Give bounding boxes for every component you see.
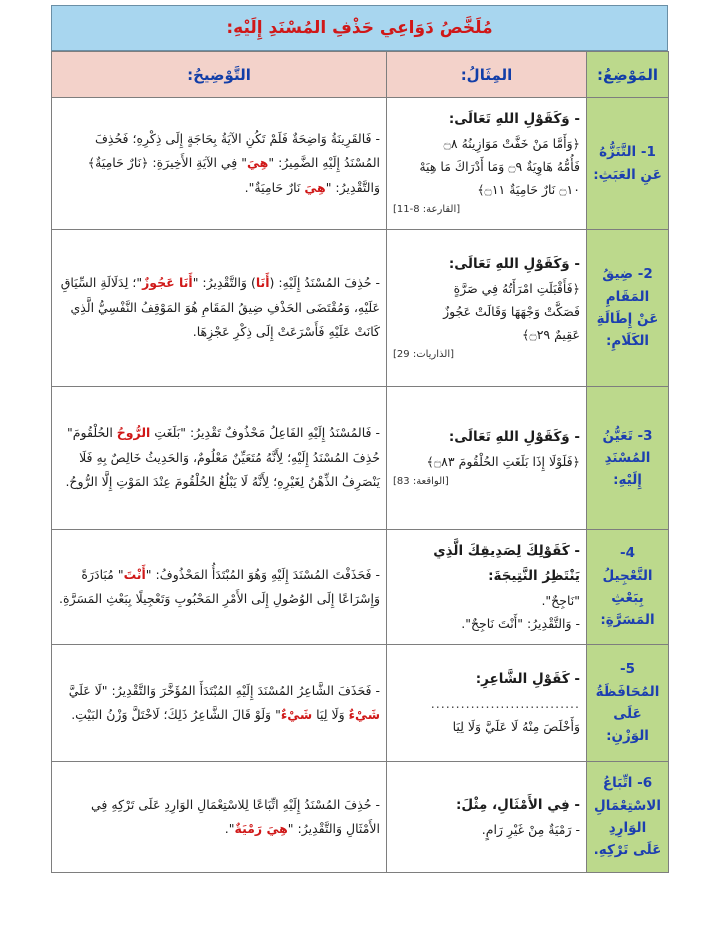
table-row <box>52 387 669 530</box>
explanation-text: وَلَا لِيَا <box>312 707 349 722</box>
verse-reference: [الذاريات: 29] <box>393 348 455 360</box>
highlight-text: شَيْءٌ <box>348 707 380 722</box>
highlight-text: أَنْتَ <box>123 566 146 582</box>
example-line: فَأُمُّهُ هَاوِيَةٌ ۝٩ وَمَا أَدْرَاكَ مَا هِيَهْ <box>419 159 580 175</box>
highlight-text: أَنَا <box>255 275 270 291</box>
explanation-text: الحُلْقُومَ" حُذِفَ المُسْنَدُ إِلَيْهِ؛ لِأَنَّهُ مُتَعَيِّنٌ مَعْلُومٌ، وَالحَدِيثُ خَالِصٌ بِهِ فَلَا يَنْصَرِفُ الذِّهْنُ لِغَيْرِهِ؛ لِأَنَّهُ لَا يَبْلُغُ الحُلْقُومَ عِنْدَ المَوْتِ إِلَّا الرُّوحُ. <box>65 425 380 490</box>
example-cell <box>387 98 587 230</box>
topic-cell: 5- المُحَافَظَةُ عَلَى الوَزْنِ: <box>587 645 669 762</box>
summary-table <box>51 51 669 873</box>
example-line: - وَالتَّقْدِيرُ: "أَنْتَ نَاجِحٌ". <box>461 615 580 631</box>
header-topic: المَوْضِعُ: <box>587 52 669 98</box>
example-intro: - فِي الأَمْثَالِ، مِثْلَ: <box>456 796 580 813</box>
verse-reference: [الواقعة: 83] <box>393 475 449 487</box>
example-line: ﴿فَلَوْلَا إِذَا بَلَغَتِ الحُلْقُومَ ۝٨٣﴾ <box>426 453 580 469</box>
table-row <box>52 98 669 230</box>
header-example: المِثَالُ: <box>387 52 587 98</box>
example-line: .............................. <box>430 696 580 712</box>
example-line: ۝١٠ نَارٌ حَامِيَةٌ ۝١١﴾ <box>477 182 580 198</box>
example-intro: - وَكَقَوْلِ اللهِ تَعَالَى: <box>448 255 580 272</box>
explanation-text: " وَلَوْ قَالَ الشَّاعِرُ ذَلِكَ؛ لَاخْتَلَّ وَزْنُ البَيْتِ. <box>71 707 281 722</box>
example-line: ﴿فَأَقْبَلَتِ امْرَأَتُهُ فِي صَرَّةٍ <box>453 280 580 296</box>
example-cell <box>387 387 587 530</box>
explanation-cell <box>52 387 387 530</box>
explanation-text: - حُذِفَ المُسْنَدُ إِلَيْهِ اتِّبَاعًا لِلاسْتِعْمَالِ الوَارِدِ عَلَى تَرْكِهِ فِي الأَمْثَالِ وَالتَّقْدِيرُ: " <box>91 796 380 836</box>
explanation-cell <box>52 645 387 762</box>
explanation-text: نَارٌ حَامِيَةٌ". <box>244 179 305 195</box>
explanation-text: - حُذِفَ المُسْنَدُ إِلَيْهِ: ( <box>269 275 380 291</box>
explanation-text: " فِي الآيَةِ الأَخِيرَةِ: ﴿نَارٌ حَامِيَةٌ﴾ وَالتَّقْدِيرُ: " <box>87 155 380 195</box>
explanation-cell <box>52 530 387 645</box>
explanation-text: - فَالمُسْنَدُ إِلَيْهِ الفَاعِلُ مَحْذُوفٌ تَقْدِيرُ: "بَلَغَتِ <box>150 425 380 441</box>
example-line: عَقِيمٌ ۝٢٩﴾ <box>522 326 580 342</box>
highlight-text: شَيْءٌ <box>280 707 313 722</box>
explanation-text: ) وَالتَّقْدِيرُ: " <box>192 275 256 291</box>
summary-sheet <box>51 5 668 875</box>
explanation-text: - فَحَذَفْتَ المُسْنَدَ إِلَيْهِ وَهُوَ المُبْتَدَأُ المَحْذُوفُ: " <box>145 566 380 582</box>
example-line: - رَمْيَةٌ مِنْ غَيْرِ رَامٍ. <box>481 821 580 837</box>
example-intro: - كَقَوْلِكَ لِصَدِيقِكَ الَّذِي يَنْتَظِرُ النَّتِيجَةَ: <box>433 542 580 584</box>
explanation-text: - فَحَذَفَ الشَّاعِرُ المُسْنَدَ إِلَيْهِ المُبْتَدَأَ المُؤَخَّرَ وَالتَّقْدِيرُ: "لَا عَلَيَّ <box>68 682 380 698</box>
table-row <box>52 762 669 873</box>
topic-cell: 4- التَّعْجِيلُ بِبَعْثِ المَسَرَّةِ: <box>587 530 669 645</box>
explanation-text: "؛ لِدَلَالَةِ السِّيَاقِ عَلَيْهِ، وَمُقْتَضَى الحَذْفِ ضِيقُ المَقَامِ هُوَ المَوْقِفُ النَّفْسِيُّ الَّذِي كَانَتْ عَلَيْهِ فَأَسْرَعَتْ إِلَى ذِكْرِ عَجْزِهَا. <box>60 275 380 340</box>
highlight-text: هِيَ <box>247 155 269 171</box>
example-cell <box>387 645 587 762</box>
explanation-text: " مُبَادَرَةً وَإِسْرَاعًا إِلَى الوُصُولِ إِلَى الأَمْرِ المَحْبُوبِ وَتَعْجِيلًا بِبَعْثِ المَسَرَّةِ. <box>59 566 380 606</box>
explanation-text: - فَالقَرِينَةُ وَاضِحَةٌ فَلَمْ تَكُنِ الآيَةُ بِحَاجَةٍ إِلَى ذِكْرِهِ؛ فَحُذِفَ المُسْنَدُ إِلَيْهِ الضَّمِيرُ: " <box>94 130 380 171</box>
example-cell <box>387 762 587 873</box>
example-line: "نَاجِحٌ". <box>541 592 580 608</box>
topic-cell: 2- ضِيقُ المَقَامِ عَنْ إِطَالَةِ الكَلَامِ: <box>587 230 669 387</box>
explanation-text: ". <box>224 821 235 836</box>
table-row <box>52 645 669 762</box>
explanation-cell <box>52 230 387 387</box>
topic-cell: 6- اتِّبَاعُ الاسْتِعْمَالِ الوَارِدِ عَلَى تَرْكِهِ. <box>587 762 669 873</box>
table-row <box>52 530 669 645</box>
highlight-text: هِيَ <box>304 179 326 195</box>
example-intro: - كَقَوْلِ الشَّاعِرِ: <box>475 671 580 688</box>
example-intro: - وَكَقَوْلِ اللهِ تَعَالَى: <box>448 111 580 128</box>
topic-cell: 1- التَّنَزُّهُ عَنِ العَبَثِ: <box>587 98 669 230</box>
example-cell <box>387 230 587 387</box>
highlight-text: الرُّوحُ <box>116 425 151 441</box>
explanation-cell <box>52 98 387 230</box>
example-line: فَصَكَّتْ وَجْهَهَا وَقَالَتْ عَجُوزٌ <box>443 303 580 319</box>
example-cell <box>387 530 587 645</box>
header-explanation: التَّوْضِيحُ: <box>52 52 387 98</box>
example-line: وَأَخْلَصَ مِنْهُ لَا عَلَيَّ وَلَا لِيَا <box>452 719 580 735</box>
highlight-text: أَنَا عَجُوزٌ <box>142 275 193 291</box>
header-row <box>52 52 669 98</box>
highlight-text: هِيَ رَمْيَةٌ <box>234 821 288 836</box>
table-row <box>52 230 669 387</box>
verse-reference: [القارعة: 8-11] <box>393 204 461 216</box>
example-line: ﴿وَأَمَّا مَنْ خَفَّتْ مَوَازِينُهُ ۝٨ <box>443 136 580 152</box>
example-intro: - وَكَقَوْلِ اللهِ تَعَالَى: <box>448 428 580 445</box>
page-title: مُلَخَّصُ دَوَاعِي حَذْفِ المُسْنَدِ إِلَيْهِ: <box>51 5 668 51</box>
explanation-cell <box>52 762 387 873</box>
topic-cell: 3- تَعَيُّنُ المُسْنَدِ إِلَيْهِ: <box>587 387 669 530</box>
